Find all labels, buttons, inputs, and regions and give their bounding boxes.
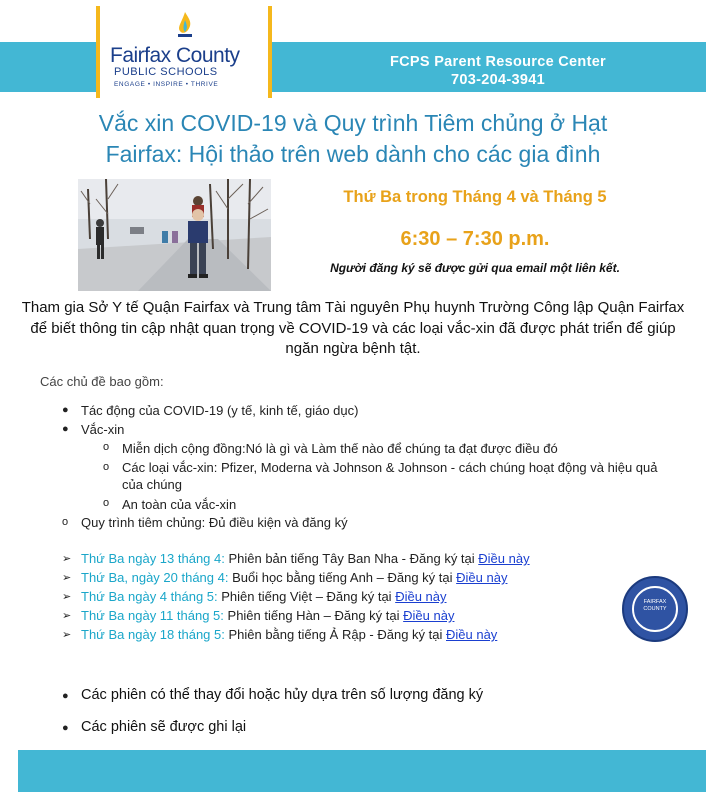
session-date: Thứ Ba ngày 18 tháng 5:: [81, 627, 225, 642]
circle-bullet-icon: o: [103, 461, 110, 473]
note-item: Các phiên có thể thay đổi hoặc hủy dựa trên số lượng đăng ký: [81, 687, 484, 703]
bullet-icon: ●: [62, 722, 69, 734]
title-line-2: Fairfax: Hội thảo trên web dành cho các gia đình: [105, 141, 601, 167]
logo-left-stroke: [96, 6, 100, 98]
session-description: Phiên bằng tiếng Ả Rập - Đăng ký tại: [224, 627, 446, 642]
registration-note: Người đăng ký sẽ được gửi qua email một liên kết.: [330, 261, 620, 275]
topic-item: Tác động của COVID-19 (y tế, kinh tế, giáo dục): [81, 403, 359, 418]
arrow-bullet-icon: ➢: [62, 591, 72, 603]
intro-paragraph: Tham gia Sở Y tế Quận Fairfax và Trung tâm Tài nguyên Phụ huynh Trường Công lập Quận Fairfax để biết thông tin cập nhật quan trọng về COVID-19 và các loại vắc-xin đã được phát triển để giúp ngăn ngừa bệnh tật.: [21, 299, 685, 357]
arrow-bullet-icon: ➢: [62, 553, 72, 565]
circle-bullet-icon: o: [62, 516, 69, 528]
footer-band: [18, 750, 706, 792]
session-date: Thứ Ba ngày 4 tháng 5:: [81, 589, 218, 604]
circle-bullet-icon: o: [103, 441, 110, 453]
register-link[interactable]: Điều này: [395, 589, 447, 604]
bullet-icon: ●: [62, 404, 69, 416]
register-link[interactable]: Điều này: [403, 608, 455, 623]
register-link[interactable]: Điều này: [456, 570, 508, 585]
session-description: Phiên tiếng Hàn – Đăng ký tại: [223, 608, 404, 623]
register-link[interactable]: Điều này: [478, 551, 530, 566]
fcps-logo: [96, 6, 272, 98]
register-link[interactable]: Điều này: [446, 627, 498, 642]
session-row: [81, 589, 447, 604]
session-date: Thứ Ba ngày 11 tháng 5:: [81, 608, 224, 623]
flame-icon: [176, 12, 194, 38]
page-title: [20, 108, 686, 170]
parent-resource-center-label: FCPS Parent Resource Center: [390, 54, 606, 70]
event-dates: Thứ Ba trong Tháng 4 và Tháng 5: [343, 188, 607, 206]
logo-subtitle: PUBLIC SCHOOLS: [114, 66, 218, 78]
logo-right-stroke: [268, 6, 272, 98]
session-row: [81, 551, 530, 566]
event-time: 6:30 – 7:30 p.m.: [400, 228, 550, 250]
title-line-1: Vắc xin COVID-19 và Quy trình Tiêm chủng ở Hạt: [98, 110, 608, 136]
session-row: [81, 570, 507, 585]
logo-name: Fairfax County: [110, 44, 240, 67]
seal-lettering: FAIRFAX COUNTY: [643, 599, 667, 612]
subtopic-item: Miễn dịch cộng đồng:Nó là gì và Làm thế nào để chúng ta đạt được điều đó: [122, 441, 558, 456]
circle-bullet-icon: o: [103, 497, 110, 509]
session-date: Thứ Ba, ngày 20 tháng 4:: [81, 570, 229, 585]
session-description: Phiên bản tiếng Tây Ban Nha - Đăng ký tại: [224, 551, 479, 566]
session-description: Phiên tiếng Việt – Đăng ký tại: [217, 589, 396, 604]
topics-lead: Các chủ đề bao gồm:: [40, 374, 164, 389]
bullet-icon: ●: [62, 690, 69, 702]
arrow-bullet-icon: ➢: [62, 629, 72, 641]
topic-item: Vắc-xin: [81, 422, 125, 437]
health-department-seal: [622, 576, 688, 642]
session-row: [81, 627, 497, 642]
subtopic-item: Các loại vắc-xin: Pfizer, Moderna và Johnson & Johnson - cách chúng hoạt động và hiệu quả của chúng: [122, 460, 658, 492]
logo-tagline: ENGAGE • INSPIRE • THRIVE: [114, 81, 219, 88]
arrow-bullet-icon: ➢: [62, 610, 72, 622]
arrow-bullet-icon: ➢: [62, 572, 72, 584]
family-walking-photo: [78, 179, 271, 291]
subtopic-item: An toàn của vắc-xin: [122, 497, 237, 512]
note-item: Các phiên sẽ được ghi lại: [81, 719, 247, 735]
session-row: [81, 608, 454, 623]
phone-number: 703-204-3941: [451, 72, 545, 88]
session-date: Thứ Ba ngày 13 tháng 4:: [81, 551, 225, 566]
bullet-icon: ●: [62, 423, 69, 435]
session-description: Buổi học bằng tiếng Anh – Đăng ký tại: [228, 570, 457, 585]
topic-item: Quy trình tiêm chủng: Đủ điều kiện và đăng ký: [81, 515, 348, 530]
